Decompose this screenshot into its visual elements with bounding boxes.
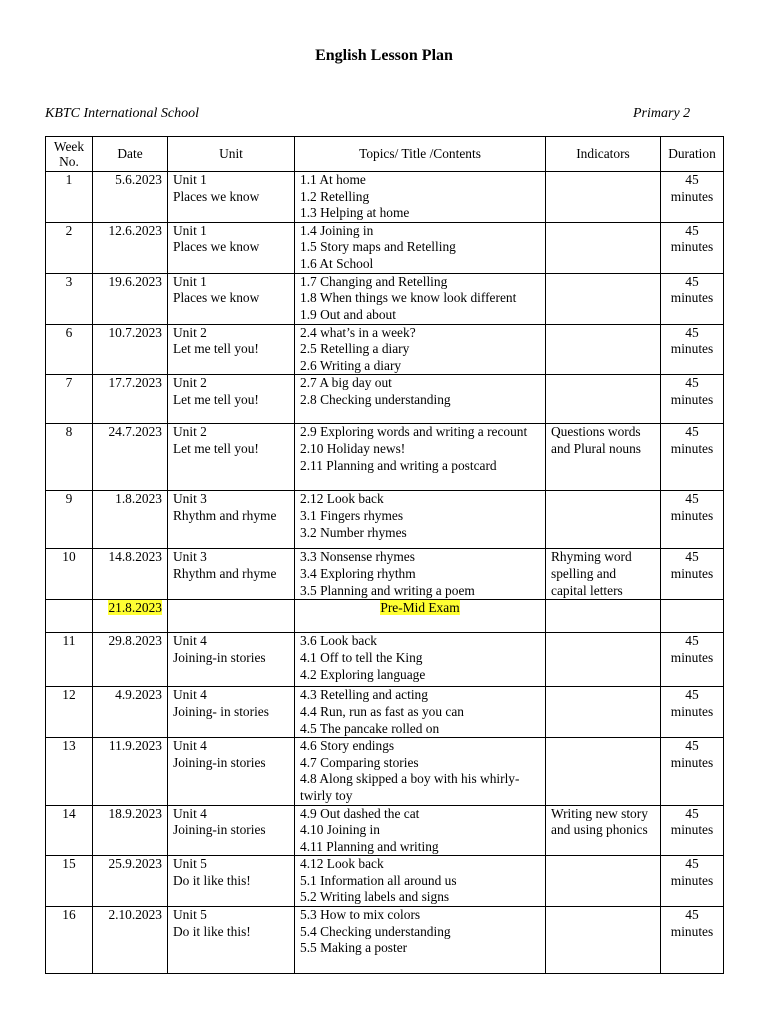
topics-cell-line: 4.1 Off to tell the King [300,649,423,665]
duration-cell-line: 45 [685,738,699,754]
unit-cell-line: Unit 5 [173,907,207,923]
topics-cell [295,907,546,974]
topics-cell [295,324,546,375]
unit-cell [168,856,295,907]
unit-cell-line: Let me tell you! [173,391,259,407]
table-row [46,907,724,974]
unit-cell [168,222,295,273]
topics-cell [295,738,546,805]
exam-label: Pre-Mid Exam [380,600,460,616]
topics-cell-line: 2.4 what’s in a week? [300,324,416,340]
unit-cell-line: Unit 1 [173,172,207,187]
date-cell: 25.9.2023 [93,856,168,907]
indicators-cell-line: Writing new story [551,805,648,821]
exam-topics-cell [295,600,546,633]
unit-cell [168,805,295,856]
duration-cell-line: minutes [670,507,714,523]
topics-cell-line: 4.4 Run, run as fast as you can [300,703,465,719]
date-cell: 4.9.2023 [93,687,168,738]
indicators-cell-line: Rhyming word [551,549,632,565]
indicators-cell-line: and Plural nouns [551,440,642,456]
school-name: KBTC International School [45,106,199,121]
topics-cell-line: 2.9 Exploring words and writing a recount [300,424,528,440]
table-row [46,375,724,424]
topics-cell-line: 2.7 A big day out [300,375,392,391]
topics-cell [295,549,546,600]
unit-cell-line: Places we know [173,239,260,255]
week-cell: 10 [46,549,93,600]
duration-cell-line: minutes [670,822,714,838]
topics-cell-line: 1.7 Changing and Retelling [300,273,448,289]
date-cell: 14.8.2023 [93,549,168,600]
unit-cell [168,324,295,375]
duration-cell [661,324,724,375]
unit-cell-line: Do it like this! [173,872,251,888]
topics-cell-line: 2.10 Holiday news! [300,440,406,456]
week-cell: 13 [46,738,93,805]
unit-cell [168,633,295,687]
unit-cell-line: Unit 1 [173,273,207,289]
date-cell: 12.6.2023 [93,222,168,273]
header-week-line-1: Week [53,139,85,154]
topics-cell-line: 3.5 Planning and writing a poem [300,582,475,598]
indicators-cell [546,273,661,324]
unit-cell-line: Do it like this! [173,923,251,939]
duration-cell-line: 45 [685,907,699,923]
week-cell: 12 [46,687,93,738]
topics-cell [295,375,546,424]
topics-cell-line: 4.3 Retelling and acting [300,687,428,703]
duration-cell-line: 45 [685,549,699,565]
topics-cell-line: 2.8 Checking understanding [300,391,451,407]
exam-row [46,600,724,633]
duration-cell-line: minutes [670,703,714,719]
week-cell: 7 [46,375,93,424]
week-cell: 9 [46,491,93,549]
unit-cell-line: Unit 4 [173,738,207,754]
unit-cell [168,738,295,805]
indicators-cell [546,805,661,856]
duration-cell [661,222,724,273]
duration-cell [661,549,724,600]
topics-cell-line: 5.1 Information all around us [300,872,457,888]
topics-cell-line: 1.4 Joining in [300,222,374,238]
duration-cell-line: minutes [670,391,714,407]
topics-cell [295,633,546,687]
unit-cell-line: Rhythm and rhyme [173,565,277,581]
unit-cell-line: Joining-in stories [173,822,266,838]
table-row [46,856,724,907]
duration-cell-line: minutes [670,754,714,770]
duration-cell-line: 45 [685,424,699,440]
duration-cell-line: minutes [670,239,714,255]
topics-cell-line: 1.2 Retelling [300,188,370,204]
unit-cell-line: Places we know [173,290,260,306]
unit-cell-line: Unit 4 [173,805,207,821]
date-cell: 29.8.2023 [93,633,168,687]
unit-cell-line: Unit 3 [173,549,207,565]
date-cell: 17.7.2023 [93,375,168,424]
indicators-cell [546,424,661,491]
topics-cell [295,856,546,907]
duration-cell-line: minutes [670,565,714,581]
topics-cell-line: 3.3 Nonsense rhymes [300,549,415,565]
topics-cell-line: 5.2 Writing labels and signs [300,889,450,905]
week-cell: 3 [46,273,93,324]
date-cell: 10.7.2023 [93,324,168,375]
week-cell: 8 [46,424,93,491]
exam-week-cell [46,600,93,633]
unit-cell-line: Unit 4 [173,633,207,649]
indicators-cell [546,687,661,738]
topics-cell-line: 4.6 Story endings [300,738,395,754]
topics-cell [295,687,546,738]
date-cell: 11.9.2023 [93,738,168,805]
week-cell: 6 [46,324,93,375]
topics-cell-line: 2.12 Look back [300,491,384,507]
header-date: Date [93,137,168,172]
date-cell: 24.7.2023 [93,424,168,491]
week-cell: 15 [46,856,93,907]
topics-cell-line: 1.3 Helping at home [300,205,410,221]
indicators-cell [546,324,661,375]
topics-cell-line: 4.7 Comparing stories [300,754,419,770]
duration-cell-line: minutes [670,440,714,456]
indicators-cell [546,856,661,907]
lesson-plan-table [45,136,724,974]
exam-date: 21.8.2023 [108,600,162,616]
unit-cell-line: Let me tell you! [173,440,259,456]
topics-cell [295,273,546,324]
unit-cell-line: Unit 2 [173,424,207,440]
unit-cell-line: Unit 1 [173,222,207,238]
unit-cell-line: Places we know [173,188,260,204]
table-row [46,273,724,324]
grade-level: Primary 2 [633,106,691,121]
indicators-cell-line: spelling and [551,565,617,581]
indicators-cell [546,907,661,974]
unit-cell-line: Let me tell you! [173,341,259,357]
table-row [46,324,724,375]
duration-cell-line: minutes [670,188,714,204]
topics-cell-line: 5.5 Making a poster [300,940,408,956]
date-cell: 1.8.2023 [93,491,168,549]
unit-cell-line: Unit 5 [173,856,207,872]
duration-cell-line: minutes [670,872,714,888]
table-row [46,549,724,600]
topics-cell-line: 2.6 Writing a diary [300,357,402,373]
unit-cell [168,491,295,549]
duration-cell-line: 45 [685,324,699,340]
indicators-cell-line: and using phonics [551,822,648,838]
table-row [46,633,724,687]
duration-cell [661,738,724,805]
indicators-cell [546,491,661,549]
header-week-line-2: No. [59,154,79,169]
topics-cell-line: 1.8 When things we know look different [300,290,517,306]
topics-cell-line: 2.11 Planning and writing a postcard [300,457,497,473]
header-week [46,137,93,172]
topics-cell [295,222,546,273]
unit-cell-line: Joining-in stories [173,754,266,770]
topics-cell-line: 3.2 Number rhymes [300,524,407,540]
topics-cell-line: 2.5 Retelling a diary [300,341,410,357]
table-header-row [46,137,724,172]
exam-duration-cell [661,600,724,633]
unit-cell [168,907,295,974]
unit-cell-line: Unit 4 [173,687,207,703]
duration-cell [661,273,724,324]
duration-cell [661,687,724,738]
indicators-cell-line: Questions words [551,424,641,440]
table-row [46,805,724,856]
table-body [46,172,724,974]
duration-cell-line: 45 [685,491,699,507]
indicators-cell [546,633,661,687]
duration-cell-line: minutes [670,649,714,665]
duration-cell [661,172,724,223]
date-cell: 19.6.2023 [93,273,168,324]
exam-unit-cell [168,600,295,633]
date-cell: 18.9.2023 [93,805,168,856]
topics-cell-line: 4.8 Along skipped a boy with his whirly-twirly toy [300,771,520,803]
date-cell: 5.6.2023 [93,172,168,223]
topics-cell-line: 1.9 Out and about [300,306,396,322]
topics-cell-line: 3.6 Look back [300,633,377,649]
page-title: English Lesson Plan [315,47,453,64]
duration-cell-line: 45 [685,222,699,238]
week-cell: 14 [46,805,93,856]
week-cell: 16 [46,907,93,974]
indicators-cell [546,375,661,424]
unit-cell [168,375,295,424]
week-cell: 2 [46,222,93,273]
topics-cell-line: 1.6 At School [300,255,374,271]
duration-cell-line: 45 [685,375,699,391]
table-row [46,172,724,223]
indicators-cell [546,172,661,223]
week-cell: 11 [46,633,93,687]
topics-cell-line: 5.3 How to mix colors [300,907,421,923]
topics-cell [295,491,546,549]
duration-cell [661,424,724,491]
duration-cell-line: minutes [670,341,714,357]
duration-cell [661,375,724,424]
topics-cell [295,805,546,856]
table-row [46,222,724,273]
table-row [46,424,724,491]
topics-cell-line: 4.10 Joining in [300,822,380,838]
duration-cell [661,805,724,856]
duration-cell [661,856,724,907]
unit-cell [168,549,295,600]
duration-cell-line: minutes [670,923,714,939]
unit-cell-line: Unit 3 [173,491,207,507]
duration-cell [661,491,724,549]
topics-cell-line: 3.4 Exploring rhythm [300,565,416,581]
indicators-cell-line: capital letters [551,582,623,598]
header-unit: Unit [168,137,295,172]
unit-cell-line: Joining- in stories [173,703,269,719]
indicators-cell [546,549,661,600]
topics-cell-line: 1.5 Story maps and Retelling [300,239,456,255]
topics-cell-line: 4.9 Out dashed the cat [300,805,420,821]
week-cell: 1 [46,172,93,223]
unit-cell-line: Joining-in stories [173,649,266,665]
unit-cell [168,687,295,738]
indicators-cell [546,738,661,805]
duration-cell-line: 45 [685,856,699,872]
unit-cell [168,172,295,223]
topics-cell-line: 3.1 Fingers rhymes [300,507,404,523]
topics-cell [295,424,546,491]
unit-cell [168,424,295,491]
duration-cell [661,907,724,974]
table-row [46,738,724,805]
topics-cell [295,172,546,223]
exam-indicators-cell [546,600,661,633]
unit-cell-line: Unit 2 [173,324,207,340]
duration-cell-line: 45 [685,633,699,649]
duration-cell-line: minutes [670,290,714,306]
topics-cell-line: 5.4 Checking understanding [300,923,451,939]
unit-cell-line: Rhythm and rhyme [173,507,277,523]
date-cell: 2.10.2023 [93,907,168,974]
duration-cell [661,633,724,687]
header-duration: Duration [661,137,724,172]
topics-cell-line: 4.12 Look back [300,856,384,872]
duration-cell-line: 45 [685,273,699,289]
topics-cell-line: 4.11 Planning and writing [300,838,439,854]
topics-cell-line: 1.1 At home [300,172,366,187]
unit-cell [168,273,295,324]
exam-date-cell [93,600,168,633]
topics-cell-line: 4.2 Exploring language [300,666,426,682]
duration-cell-line: 45 [685,172,699,187]
header-indicators: Indicators [546,137,661,172]
table-row [46,687,724,738]
unit-cell-line: Unit 2 [173,375,207,391]
topics-cell-line: 4.5 The pancake rolled on [300,720,440,736]
indicators-cell [546,222,661,273]
table-row [46,491,724,549]
duration-cell-line: 45 [685,805,699,821]
header-topics: Topics/ Title /Contents [295,137,546,172]
duration-cell-line: 45 [685,687,699,703]
